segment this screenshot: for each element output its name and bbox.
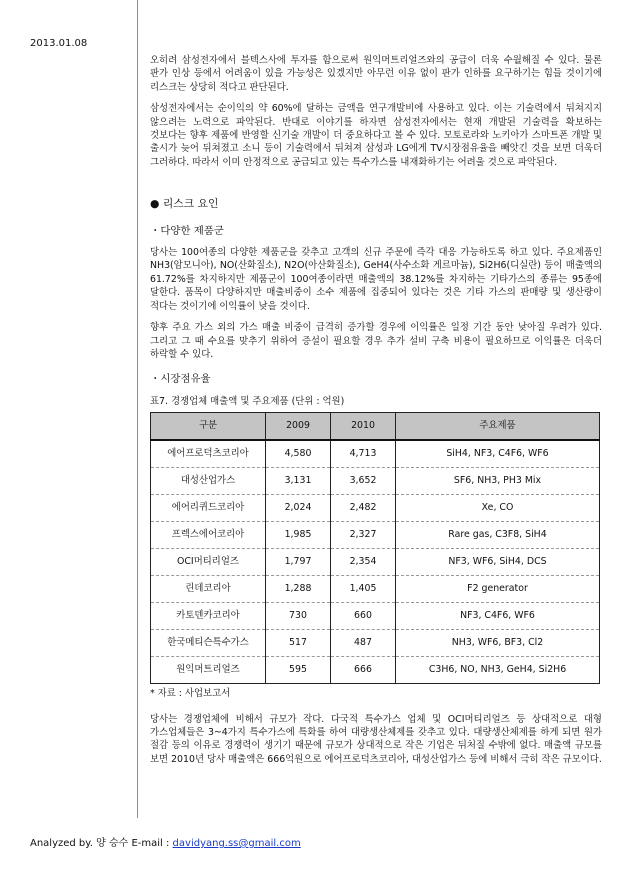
subsection-heading-market-share: ・시장점유율 <box>150 373 211 386</box>
cell-2010: 2,327 <box>331 522 396 549</box>
header-2010: 2010 <box>331 413 396 441</box>
document-date: 2013.01.08 <box>30 38 88 49</box>
cell-company: 프렉스에어코리아 <box>151 522 266 549</box>
cell-2010: 2,354 <box>331 549 396 576</box>
email-link[interactable]: davidyang.ss@gmail.com <box>172 838 301 849</box>
header-2009: 2009 <box>266 413 331 441</box>
cell-products: SiH4, NF3, C4F6, WF6 <box>396 440 600 468</box>
paragraph-1: 오히려 삼성전자에서 블텍스사에 투자를 함으로써 원익머트리얼즈와의 공급이 더욱 수월해질 수 있다. 물론 판가 인상 등에서 어려움이 있을 가능성은 있겠지만 아무런 이유 없이 판가 인하를 요구하기는 힘들 것이기에 리스크는 상당히 적다고 판단된다. <box>150 55 602 93</box>
cell-company: 에어리퀴드코리아 <box>151 495 266 522</box>
cell-2010: 660 <box>331 603 396 630</box>
cell-company: 린데코리아 <box>151 576 266 603</box>
cell-2009: 595 <box>266 657 331 684</box>
footer-author: Analyzed by. 양 승수 E-mail : <box>30 838 173 849</box>
table-row <box>151 522 600 549</box>
paragraph-4: 향후 주요 가스 외의 가스 매출 비중이 급격히 증가할 경우에 이익률은 일정 기간 동안 낮아질 우려가 있다. 그리고 그 때 수요를 맞추기 위하여 증설이 필요할 경우 추가 설비 구축 비용이 필요하므로 이익률은 더욱더 하락할 수 있다. <box>150 322 602 360</box>
table-source: * 자료 : 사업보고서 <box>150 688 231 700</box>
section-heading-risk: ● 리스크 요인 <box>150 197 219 211</box>
table-caption: 표7. 경쟁업체 매출액 및 주요제품 (단위 : 억원) <box>150 395 345 407</box>
cell-2010: 666 <box>331 657 396 684</box>
cell-products: NF3, C4F6, WF6 <box>396 603 600 630</box>
paragraph-3: 당사는 100여종의 다양한 제품군을 갖추고 고객의 신규 주문에 즉각 대응 가능하도록 하고 있다. 주요제품인 NH3(암모니아), NO(산화질소), N2O(아산화질소), GeH4(사수소화 게르마늄), Si2H6(디실란) 등이 매출액의 61.72%를 차지하지만 제품군이 100여종이라면 매출액의 38.12%를 차지하는 기타가스의 종류는 95종에 달한다. 품목이 다양하지만 매출비중이 소수 제품에 집중되어 있다는 것은 기타 가스의 판매량 및 생산량이 적다는 것이기에 이익률이 낮을 것이다. <box>150 247 602 312</box>
cell-products: NF3, WF6, SiH4, DCS <box>396 549 600 576</box>
cell-2010: 487 <box>331 630 396 657</box>
cell-2009: 1,985 <box>266 522 331 549</box>
table-row <box>151 657 600 684</box>
cell-2009: 1,797 <box>266 549 331 576</box>
cell-2010: 4,713 <box>331 440 396 468</box>
margin-rule <box>137 0 138 818</box>
cell-2009: 730 <box>266 603 331 630</box>
cell-company: 대성산업가스 <box>151 468 266 495</box>
cell-2010: 1,405 <box>331 576 396 603</box>
competitor-table <box>150 412 600 684</box>
cell-2009: 3,131 <box>266 468 331 495</box>
table-header-row <box>151 413 600 441</box>
table-row <box>151 468 600 495</box>
cell-company: OCI머티리얼즈 <box>151 549 266 576</box>
cell-products: Rare gas, C3F8, SiH4 <box>396 522 600 549</box>
subsection-heading-products: ・다양한 제품군 <box>150 224 224 237</box>
table-row <box>151 495 600 522</box>
document-body <box>150 54 602 766</box>
header-category: 구분 <box>151 413 266 441</box>
cell-2009: 1,288 <box>266 576 331 603</box>
paragraph-2: 삼성전자에서는 순이익의 약 60%에 달하는 금액을 연구개발비에 사용하고 있다. 이는 기술력에서 뒤쳐지지 않으려는 노력으로 파악된다. 반대로 이야기를 하자면 삼성전자에서는 현재 개발된 기술력을 확보하는 것보다는 향후 제품에 반영할 신기술 개발이 더 중요하다고 볼 수 있다. 모토로라와 노키아가 스마트폰 개발 및 출시가 늦어 뒤쳐졌고 소니 등이 기술력에서 뒤쳐져 삼성과 LG에게 TV시장점유율을 빼앗긴 것을 보면 더욱더 그러하다. 따라서 이미 안정적으로 공급되고 있는 특수가스를 내재화하기는 어려울 것으로 파악된다. <box>150 103 602 168</box>
cell-products: F2 generator <box>396 576 600 603</box>
cell-products: Xe, CO <box>396 495 600 522</box>
cell-products: NH3, WF6, BF3, Cl2 <box>396 630 600 657</box>
cell-2009: 2,024 <box>266 495 331 522</box>
paragraph-5: 당사는 경쟁업체에 비해서 규모가 작다. 다국적 특수가스 업체 및 OCI머티리얼즈 등 상대적으로 대형 가스업체들은 3~4가지 특수가스에 특화를 하여 대량생산체제를 갖추고 있다. 대량생산체제를 하게 되면 원가 절감 등의 이유로 경쟁력이 생기기 때문에 규모가 상대적으로 작은 기업은 뒤처질 수밖에 없다. 매출액 규모를 보면 2010년 당사 매출액은 666억원으로 에어프로덕츠코리아, 대성산업가스 등에 비해서 극히 작은 규모이다. <box>150 713 602 765</box>
table-row <box>151 630 600 657</box>
cell-products: SF6, NH3, PH3 Mix <box>396 468 600 495</box>
cell-company: 한국메티슨특수가스 <box>151 630 266 657</box>
cell-products: C3H6, NO, NH3, GeH4, Si2H6 <box>396 657 600 684</box>
table-row <box>151 440 600 468</box>
cell-2010: 3,652 <box>331 468 396 495</box>
cell-company: 에어프로덕츠코리아 <box>151 440 266 468</box>
cell-company: 카토덴카코리아 <box>151 603 266 630</box>
header-products: 주요제품 <box>396 413 600 441</box>
footer <box>30 834 301 849</box>
cell-2010: 2,482 <box>331 495 396 522</box>
table-row <box>151 576 600 603</box>
cell-company: 원익머트리얼즈 <box>151 657 266 684</box>
table-row <box>151 603 600 630</box>
cell-2009: 4,580 <box>266 440 331 468</box>
table-row <box>151 549 600 576</box>
cell-2009: 517 <box>266 630 331 657</box>
